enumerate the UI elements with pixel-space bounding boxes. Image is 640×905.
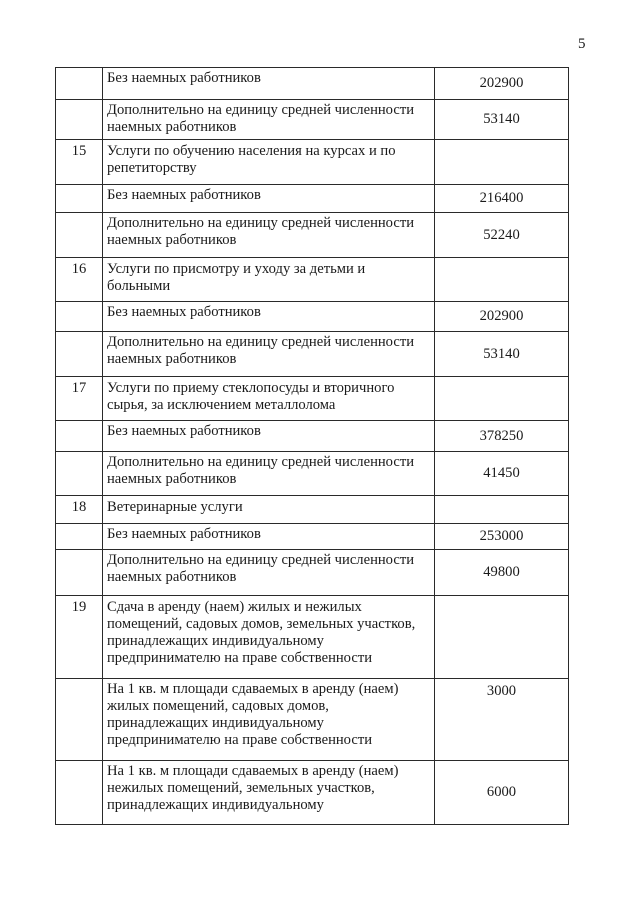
row-description: Услуги по присмотру и уходу за детьми и больными — [103, 258, 435, 302]
table-row — [56, 524, 569, 550]
row-value: 378250 — [435, 421, 569, 452]
row-description: Без наемных работников — [103, 68, 435, 100]
row-description: Ветеринарные услуги — [103, 496, 435, 524]
row-value: 53140 — [435, 332, 569, 377]
table-row — [56, 213, 569, 258]
row-value: 253000 — [435, 524, 569, 550]
row-number: 19 — [56, 596, 103, 679]
table-row — [56, 596, 569, 679]
row-description: Без наемных работников — [103, 421, 435, 452]
row-value: 53140 — [435, 100, 569, 140]
table-row — [56, 68, 569, 100]
row-description: Дополнительно на единицу средней численности наемных работников — [103, 550, 435, 596]
row-value — [435, 377, 569, 421]
row-description: Услуги по приему стеклопосуды и вторичного сырья, за исключением металлолома — [103, 377, 435, 421]
row-value — [435, 258, 569, 302]
row-description: Без наемных работников — [103, 302, 435, 332]
row-value: 216400 — [435, 185, 569, 213]
row-value: 202900 — [435, 302, 569, 332]
row-number — [56, 679, 103, 761]
row-description: На 1 кв. м площади сдаваемых в аренду (наем) нежилых помещений, земельных участков, принадлежащих индивидуальному — [103, 761, 435, 825]
row-number — [56, 452, 103, 496]
row-value — [435, 596, 569, 679]
row-description: Услуги по обучению населения на курсах и по репетиторству — [103, 140, 435, 185]
table-row — [56, 332, 569, 377]
row-description: Сдача в аренду (наем) жилых и нежилых помещений, садовых домов, земельных участков, принадлежащих индивидуальному предпринимателю на праве собственности — [103, 596, 435, 679]
table-row — [56, 100, 569, 140]
row-number — [56, 302, 103, 332]
row-number — [56, 761, 103, 825]
row-description: Без наемных работников — [103, 185, 435, 213]
table-row — [56, 302, 569, 332]
row-number: 18 — [56, 496, 103, 524]
row-number — [56, 524, 103, 550]
row-description: Дополнительно на единицу средней численности наемных работников — [103, 452, 435, 496]
row-number — [56, 213, 103, 258]
row-number: 15 — [56, 140, 103, 185]
row-description: Дополнительно на единицу средней численности наемных работников — [103, 213, 435, 258]
table-row — [56, 452, 569, 496]
row-description: На 1 кв. м площади сдаваемых в аренду (наем) жилых помещений, садовых домов, принадлежащих индивидуальному предпринимателю на праве собственности — [103, 679, 435, 761]
row-number: 17 — [56, 377, 103, 421]
table-row — [56, 185, 569, 213]
page-number: 5 — [578, 36, 586, 52]
rates-table-body — [56, 68, 569, 825]
row-description: Дополнительно на единицу средней численности наемных работников — [103, 332, 435, 377]
row-value: 52240 — [435, 213, 569, 258]
table-row — [56, 377, 569, 421]
row-number — [56, 332, 103, 377]
row-value: 3000 — [435, 679, 569, 761]
table-row — [56, 761, 569, 825]
table-row — [56, 496, 569, 524]
table-row — [56, 550, 569, 596]
row-number — [56, 421, 103, 452]
row-number — [56, 185, 103, 213]
row-value: 49800 — [435, 550, 569, 596]
row-number — [56, 550, 103, 596]
row-number — [56, 100, 103, 140]
row-value: 202900 — [435, 68, 569, 100]
row-value — [435, 140, 569, 185]
row-value: 41450 — [435, 452, 569, 496]
table-row — [56, 258, 569, 302]
row-value — [435, 496, 569, 524]
row-number — [56, 68, 103, 100]
table-row — [56, 421, 569, 452]
table-row — [56, 140, 569, 185]
rates-table — [55, 67, 569, 825]
table-row — [56, 679, 569, 761]
row-value: 6000 — [435, 761, 569, 825]
row-description: Без наемных работников — [103, 524, 435, 550]
row-number: 16 — [56, 258, 103, 302]
row-description: Дополнительно на единицу средней численности наемных работников — [103, 100, 435, 140]
